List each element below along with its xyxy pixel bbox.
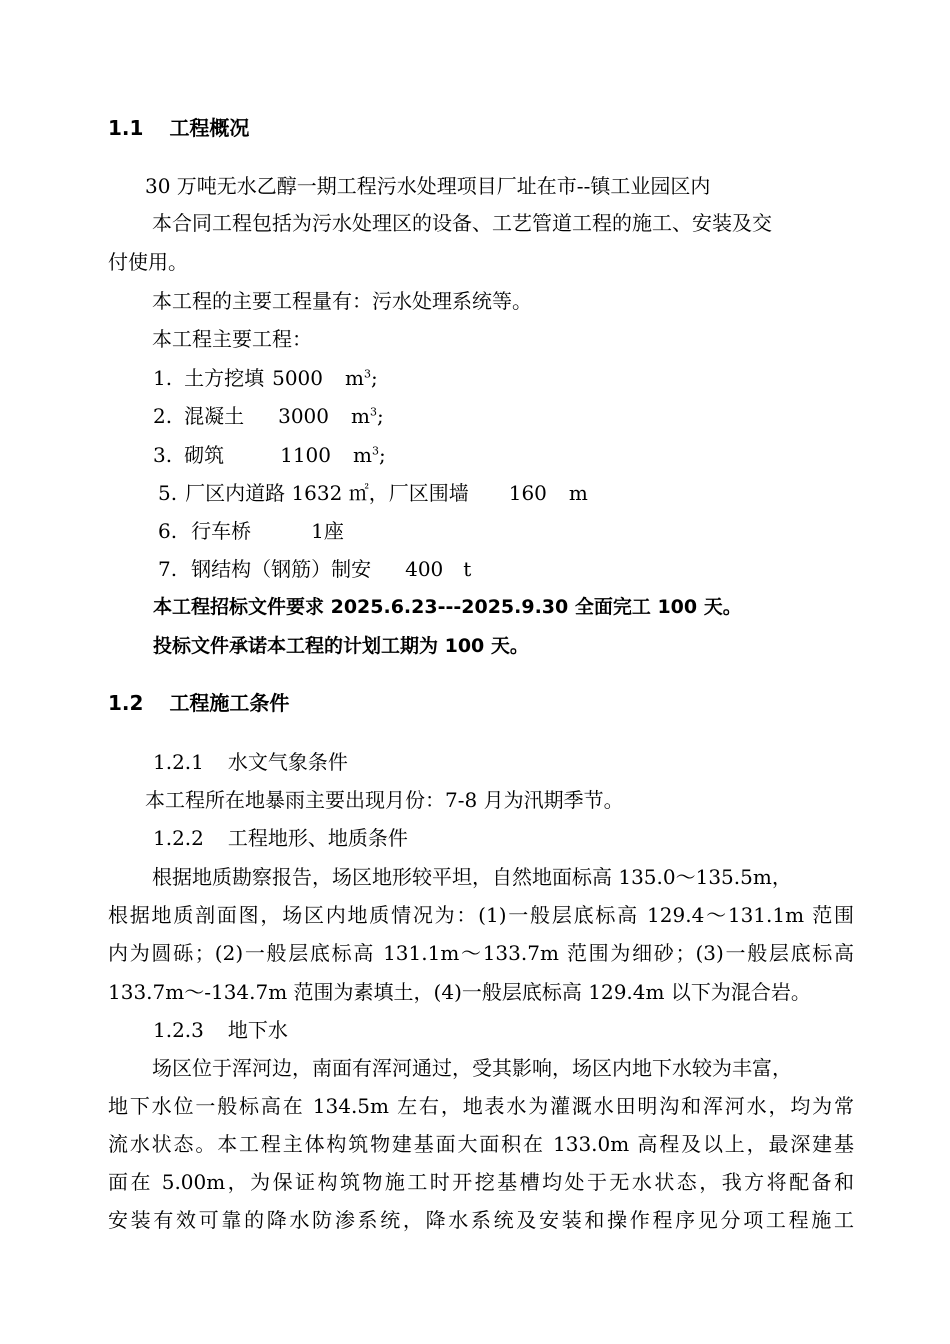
item-name: 厂区内道路 1632 ㎡，厂区围墙	[185, 481, 469, 505]
paragraph-groundwater-line: 安装有效可靠的降水防渗系统，降水系统及安装和操作程序见分项工程施工	[108, 1208, 854, 1232]
paragraph-geology-line: 根据地质剖面图，场区内地质情况为：(1)一般层底标高 129.4～131.1m 范围	[108, 903, 854, 927]
item-unit-superscript: 3	[371, 444, 379, 458]
bold-bid-commitment: 投标文件承诺本工程的计划工期为 100 天。	[153, 635, 529, 657]
paragraph-groundwater-line: 流水状态。本工程主体构筑物建基面大面积在 133.0m 高程及以上，最深建基	[108, 1132, 854, 1156]
paragraph-hydrology: 本工程所在地暴雨主要出现月份：7-8 月为汛期季节。	[145, 788, 624, 812]
paragraph-geology-line: 133.7m～-134.7m 范围为素填土，(4)一般层底标高 129.4m 以下为混合岩。	[108, 980, 811, 1004]
item-number: 1.	[153, 366, 173, 390]
subsection-title: 地下水	[227, 1018, 288, 1042]
item-quantity: 5000	[272, 366, 323, 390]
bold-bid-requirement: 本工程招标文件要求 2025.6.23---2025.9.30 全面完工 100 天。	[153, 596, 742, 618]
paragraph-contract-scope: 本合同工程包括为污水处理区的设备、工艺管道工程的施工、安装及交	[152, 211, 772, 235]
item-unit-superscript: 3	[369, 405, 377, 419]
subsection-number: 1.2.1	[153, 750, 204, 774]
heading-title: 工程施工条件	[169, 691, 290, 715]
paragraph-groundwater-line: 场区位于浑河边，南面有浑河通过，受其影响，场区内地下水较为丰富，	[152, 1056, 792, 1080]
list-item	[158, 518, 344, 544]
item-unit: m	[353, 443, 372, 467]
paragraph-contract-scope-cont: 付使用。	[108, 250, 188, 274]
subsection-heading-1-2-1	[153, 749, 348, 775]
list-item	[153, 403, 384, 429]
paragraph-main-works: 本工程主要工程：	[152, 327, 312, 351]
list-item	[153, 365, 378, 391]
item-name: 砌筑	[184, 443, 225, 467]
subsection-heading-1-2-3	[153, 1017, 288, 1043]
item-quantity: 400	[405, 557, 444, 581]
item-name: 土方挖填	[184, 366, 265, 390]
paragraph-groundwater-line: 地下水位一般标高在 134.5m 左右，地表水为灌溉水田明沟和浑河水，均为常	[108, 1094, 854, 1118]
item-name: 混凝土	[184, 404, 245, 428]
subsection-number: 1.2.2	[153, 826, 204, 850]
paragraph-geology-line: 根据地质勘察报告，场区地形较平坦，自然地面标高 135.0～135.5m，	[152, 865, 792, 889]
paragraph-geology-line: 内为圆砾；(2)一般层底标高 131.1m～133.7m 范围为细砂；(3)一般层底标高	[108, 941, 854, 965]
heading-title: 工程概况	[169, 116, 250, 140]
item-quantity: 160	[508, 481, 547, 505]
item-unit: t	[463, 557, 472, 581]
item-number: 7.	[158, 557, 178, 581]
item-number: 5.	[158, 481, 178, 505]
item-punctuation: ;	[370, 366, 378, 390]
heading-number: 1.1	[108, 116, 144, 140]
item-punctuation: ;	[378, 443, 386, 467]
item-unit: m	[345, 366, 364, 390]
item-quantity: 1座	[311, 519, 344, 543]
subsection-title: 水文气象条件	[227, 750, 348, 774]
list-item	[158, 480, 588, 506]
item-unit-superscript: 3	[363, 367, 371, 381]
list-item	[153, 442, 386, 468]
item-number: 2.	[153, 404, 173, 428]
item-punctuation: ;	[376, 404, 384, 428]
subsection-title: 工程地形、地质条件	[227, 826, 408, 850]
item-unit: m	[568, 481, 588, 505]
item-unit: m	[351, 404, 370, 428]
heading-number: 1.2	[108, 691, 144, 715]
paragraph-groundwater-line: 面在 5.00m，为保证构筑物施工时开挖基槽均处于无水状态，我方将配备和	[108, 1170, 854, 1194]
item-name: 行车桥	[191, 519, 252, 543]
list-item	[158, 556, 471, 582]
item-number: 3.	[153, 443, 173, 467]
subsection-heading-1-2-2	[153, 825, 408, 851]
paragraph-project-location: 30 万吨无水乙醇一期工程污水处理项目厂址在市--镇工业园区内	[145, 174, 711, 198]
item-quantity: 3000	[278, 404, 329, 428]
item-quantity: 1100	[280, 443, 331, 467]
section-heading-1-1	[108, 115, 249, 141]
item-number: 6.	[158, 519, 178, 543]
subsection-number: 1.2.3	[153, 1018, 204, 1042]
paragraph-main-quantities: 本工程的主要工程量有：污水处理系统等。	[152, 289, 532, 313]
item-name: 钢结构（钢筋）制安	[191, 557, 372, 581]
section-heading-1-2	[108, 690, 289, 716]
